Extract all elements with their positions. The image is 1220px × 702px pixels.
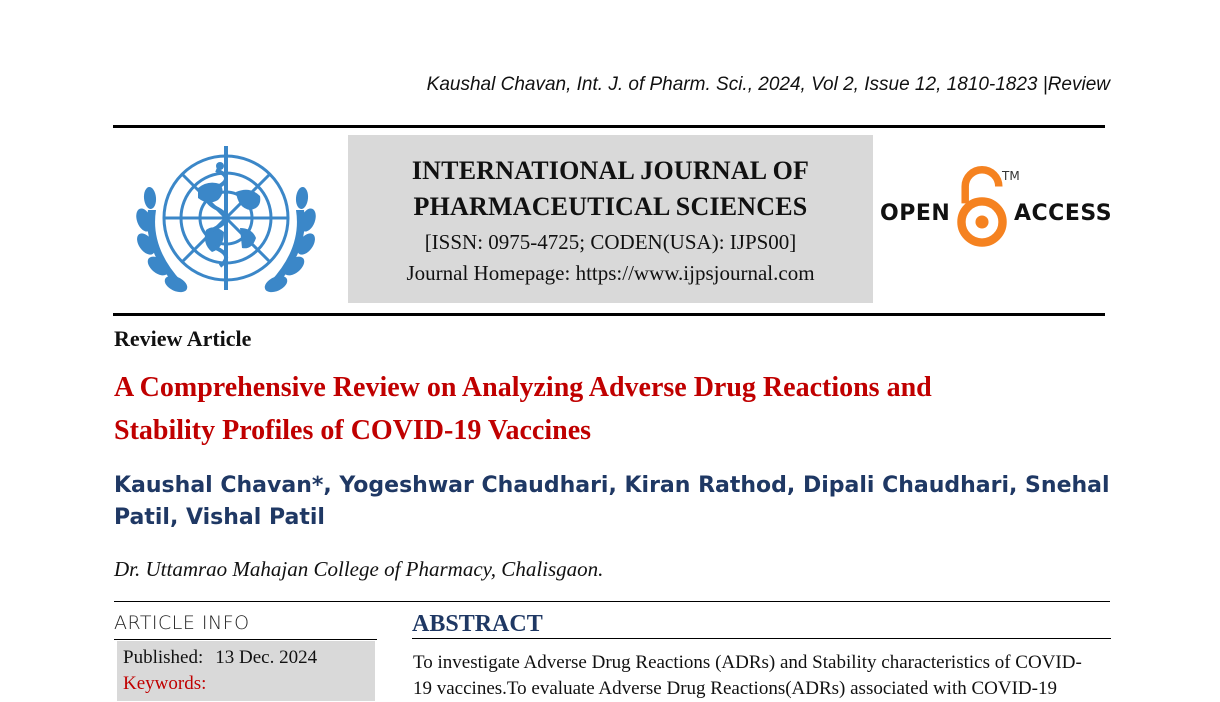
- article-title-line2: Stability Profiles of COVID-19 Vaccines: [114, 415, 592, 446]
- header-rule-top: [113, 125, 1105, 128]
- author-list-line2: Patil, Vishal Patil: [114, 505, 325, 530]
- journal-homepage[interactable]: Journal Homepage: https://www.ijpsjournal.com: [406, 261, 815, 285]
- article-info-rule: [114, 639, 377, 640]
- keywords-label: Keywords:: [123, 673, 207, 694]
- abstract-line2: 19 vaccines.To evaluate Adverse Drug Reactions(ADRs) associated with COVID-19: [413, 678, 1057, 699]
- article-title: [114, 366, 1114, 452]
- article-info-heading: ARTICLE INFO: [114, 612, 250, 634]
- published-label: Published:: [123, 647, 204, 668]
- author-list: [114, 470, 1114, 534]
- affiliation: Dr. Uttamrao Mahajan College of Pharmacy, Chalisgaon.: [114, 557, 604, 581]
- abstract-rule: [412, 638, 1111, 639]
- journal-emblem-icon: [128, 140, 324, 306]
- author-list-line1: Kaushal Chavan*, Yogeshwar Chaudhari, Kiran Rathod, Dipali Chaudhari, Snehal: [114, 473, 1110, 498]
- open-access-tm-text: TM: [1002, 169, 1020, 183]
- open-access-access-text: ACCESS: [1014, 201, 1113, 226]
- journal-issn: [ISSN: 0975-4725; CODEN(USA): IJPS00]: [424, 230, 797, 254]
- running-head: Kaushal Chavan, Int. J. of Pharm. Sci., 2024, Vol 2, Issue 12, 1810-1823 |Review: [426, 74, 1110, 95]
- article-title-line1: A Comprehensive Review on Analyzing Adverse Drug Reactions and: [114, 372, 932, 403]
- abstract-line1: To investigate Adverse Drug Reactions (ADRs) and Stability characteristics of COVID-: [413, 652, 1082, 673]
- article-info-box: [117, 641, 375, 701]
- abstract-text: [413, 650, 1110, 702]
- journal-masthead: [348, 135, 873, 303]
- journal-name-line2: PHARMACEUTICAL SCIENCES: [413, 192, 808, 221]
- journal-name-line1: INTERNATIONAL JOURNAL OF: [411, 156, 810, 185]
- header-rule-bottom: [113, 313, 1105, 316]
- published-row: [123, 645, 369, 671]
- open-access-open-text: OPEN: [880, 201, 951, 226]
- section-divider: [114, 601, 1110, 602]
- open-access-logo: [880, 165, 1113, 255]
- article-type: Review Article: [114, 326, 252, 351]
- abstract-heading: ABSTRACT: [412, 611, 543, 637]
- published-date: 13 Dec. 2024: [215, 647, 318, 668]
